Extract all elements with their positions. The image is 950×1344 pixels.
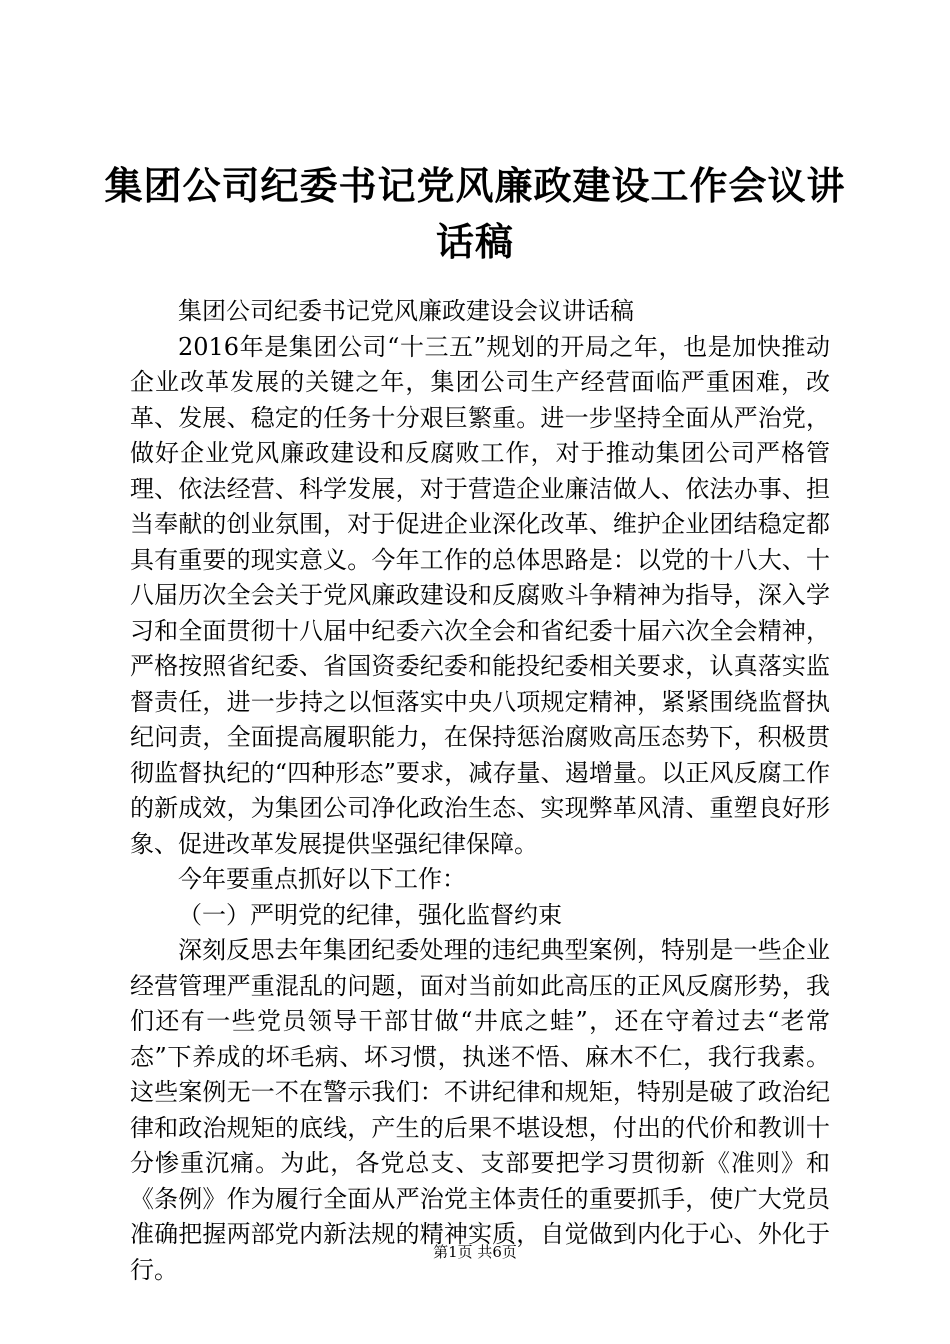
document-title: 集团公司纪委书记党风廉政建设工作会议讲话稿 xyxy=(104,164,846,264)
page-footer: 第1页 共6页 xyxy=(433,1243,517,1261)
paragraph-intro: 2016年是集团公司“十三五”规划的开局之年，也是加快推动企业改革发展的关键之年，集团公司生产经营面临严重困难，改革、发展、稳定的任务十分艰巨繁重。进一步坚持全面从严治党，做好企业党风廉政建设和反腐败工作，对于推动集团公司严格管理、依法经营、科学发展，对于营造企业廉洁做人、依法办事、担当奉献的创业氛围，对于促进企业深化改革、维护企业团结稳定都具有重要的现实意义。今年工作的总体思路是：以党的十八大、十八届历次全会关于党风廉政建设和反腐败斗争精神为指导，深入学习和全面贯彻十八届中纪委六次全会和省纪委十届六次全会精神，严格按照省纪委、省国资委纪委和能投纪委相关要求，认真落实监督责任，进一步持之以恒落实中央八项规定精神，紧紧围绕监督执纪问责，全面提高履职能力，在保持惩治腐败高压态势下，积极贯彻监督执纪的“四种形态”要求，减存量、遏增量。以正风反腐工作的新成效，为集团公司净化政治生态、实现弊革风清、重塑良好形象、促进改革发展提供坚强纪律保障。 xyxy=(130,332,830,858)
section-heading-1: （一）严明党的纪律，强化监督约束 xyxy=(178,900,562,929)
paragraph-section-1: 深刻反思去年集团纪委处理的违纪典型案例，特别是一些企业经营管理严重混乱的问题，面对当前如此高压的正风反腐形势，我们还有一些党员领导干部甘做“井底之蛙”，还在守着过去“老常态”下养成的坏毛病、坏习惯，执迷不悟、麻木不仁，我行我素。这些案例无一不在警示我们：不讲纪律和规矩，特别是破了政治纪律和政治规矩的底线，产生的后果不堪设想，付出的代价和教训十分惨重沉痛。为此，各党总支、支部要把学习贯彻新《准则》和《条例》作为履行全面从严治党主体责任的重要抓手，使广大党员准确把握两部党内新法规的精神实质，自觉做到内化于心、外化于行。 xyxy=(130,936,830,1284)
paragraph-key-work: 今年要重点抓好以下工作： xyxy=(178,865,466,893)
document-body xyxy=(130,294,830,1288)
paragraph-subtitle: 集团公司纪委书记党风廉政建设会议讲话稿 xyxy=(178,297,634,325)
